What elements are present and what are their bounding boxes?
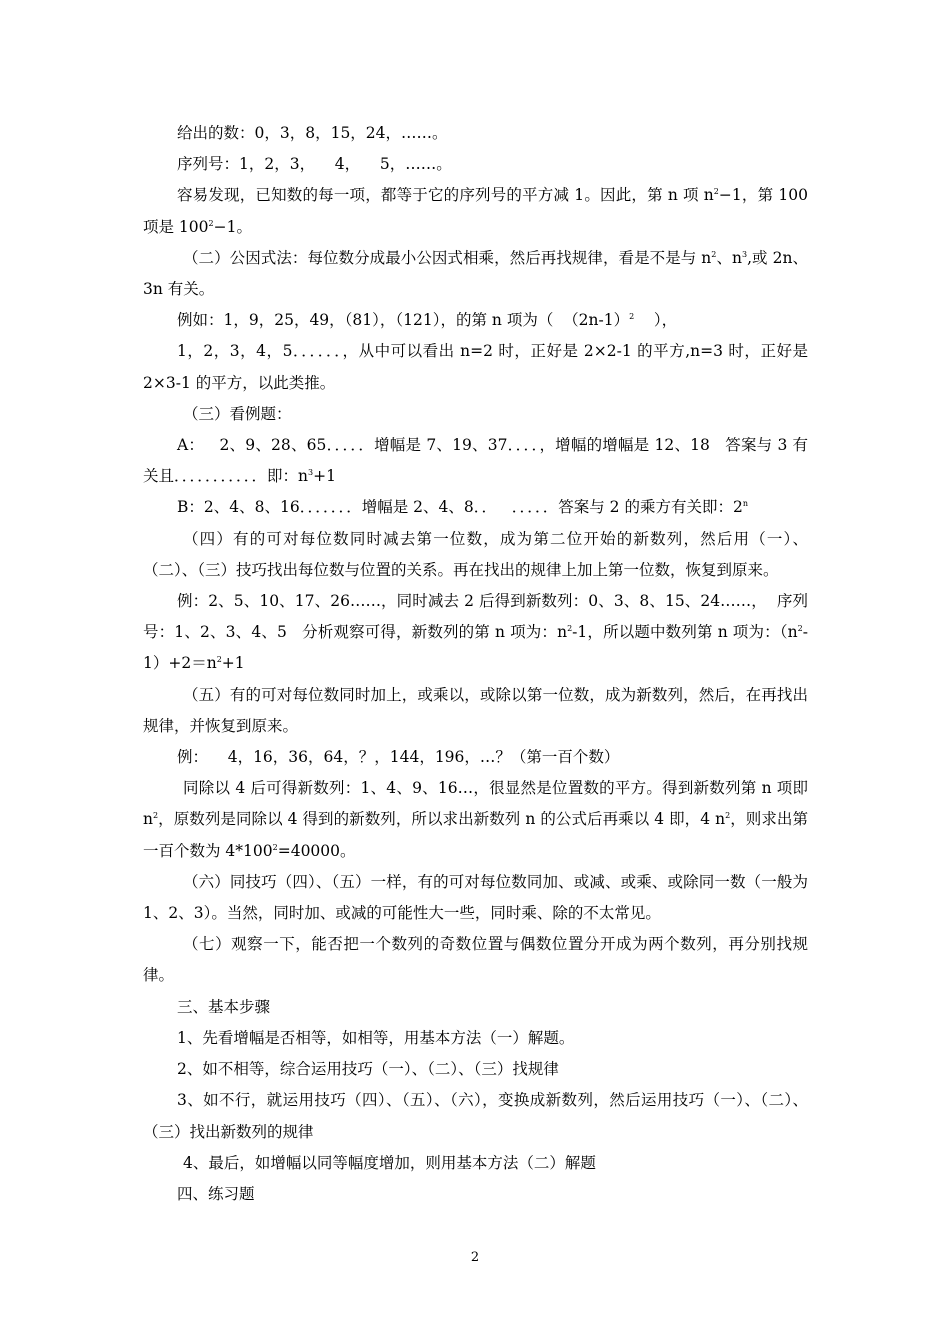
text-segment: 序列号：1，2，3， 4， 5，……。 bbox=[177, 155, 452, 174]
superscript: 3 bbox=[741, 249, 748, 259]
example-four-paragraph bbox=[143, 586, 808, 680]
method-five-paragraph bbox=[143, 680, 808, 742]
example-a-paragraph bbox=[143, 430, 808, 492]
superscript: 2 bbox=[567, 624, 573, 634]
text-segment: ，原数列是同除以 4 得到的新数列，所以求出新数列 n 的公式后再乘以 4 即，4 n bbox=[158, 810, 726, 829]
example-five-explanation bbox=[143, 773, 808, 867]
text-segment: ，则求出第一百个数为 4*100 bbox=[143, 810, 808, 860]
easy-discovery-paragraph bbox=[143, 180, 808, 242]
superscript: 2 bbox=[272, 842, 278, 852]
text-segment: +1 bbox=[313, 467, 336, 486]
text-segment: （四）有的可对每位数同时减去第一位数，成为第二位开始的新数列，然后用（一）、（二）、（三）技巧找出每位数与位置的关系。再在找出的规律上加上第一位数，恢复到原来。 bbox=[143, 529, 808, 579]
section-four-heading bbox=[143, 1179, 808, 1210]
text-segment: −1，第 100 项是 100 bbox=[143, 186, 808, 236]
superscript: 2 bbox=[797, 624, 803, 634]
method-four-paragraph bbox=[143, 524, 808, 586]
example-one-continuation bbox=[143, 336, 808, 398]
text-segment: （三）看例题： bbox=[183, 404, 292, 423]
example-five-line bbox=[143, 742, 808, 773]
superscript: 2 bbox=[152, 811, 159, 821]
text-segment: 同除以 4 后可得新数列：1、4、9、16…，很显然是位置数的平方。得到新数列第 n 项即 n bbox=[143, 779, 808, 829]
sequence-numbers-line bbox=[143, 149, 808, 180]
text-segment: 、n bbox=[716, 248, 742, 267]
given-numbers-line bbox=[143, 118, 808, 149]
text-segment: 2、如不相等，综合运用技巧（一）、（二）、（三）找规律 bbox=[177, 1060, 559, 1079]
step-one-line bbox=[143, 1023, 808, 1054]
method-two-paragraph bbox=[143, 243, 808, 305]
step-two-line bbox=[143, 1054, 808, 1085]
text-segment: 例： 4，16，36，64，？，144，196，…？（第一百个数） bbox=[177, 748, 620, 767]
example-b-line bbox=[143, 492, 808, 523]
text-segment: =40000。 bbox=[277, 841, 356, 860]
text-segment: （二）公因式法：每位数分成最小公因式相乘，然后再找规律，看是不是与 n bbox=[183, 248, 712, 267]
text-segment: −1。 bbox=[213, 217, 252, 236]
text-segment: ）， bbox=[634, 311, 678, 330]
method-seven-paragraph bbox=[143, 929, 808, 991]
superscript: 2 bbox=[725, 811, 731, 821]
text-segment: 例：2、5、10、17、26……，同时减去 2 后得到新数列：0、3、8、15、24……， 序列号：1、2、3、4、5 分析观察可得，新数列的第 n 项为：n bbox=[143, 592, 808, 642]
step-four-line bbox=[143, 1148, 808, 1179]
step-three-paragraph bbox=[143, 1085, 808, 1147]
text-segment: B：2、4、8、16．．．．．．．增幅是 2、4、8．． ．．．．．答案与 2 的乘方有关即：2 bbox=[177, 498, 743, 517]
superscript: 3 bbox=[307, 468, 314, 478]
text-segment: 3、如不行，就运用技巧（四）、（五）、（六），变换成新数列，然后运用技巧（一）、（二）、（三）找出新数列的规律 bbox=[143, 1091, 808, 1141]
text-segment: （五）有的可对每位数同时加上，或乘以，或除以第一位数，成为新数列，然后，在再找出规律，并恢复到原来。 bbox=[143, 685, 808, 735]
superscript: 2 bbox=[629, 312, 635, 322]
text-segment: 给出的数：0，3，8，15，24，……。 bbox=[177, 124, 448, 142]
example-one-line bbox=[143, 305, 808, 336]
text-segment: -1）+2＝n bbox=[143, 623, 808, 673]
text-segment: 4、最后，如增幅以同等幅度增加，则用基本方法（二）解题 bbox=[183, 1153, 596, 1172]
superscript: 2 bbox=[216, 655, 222, 665]
superscript: 2 bbox=[711, 249, 717, 259]
text-segment: A： 2、9、28、65．．．．．增幅是 7、19、37．．．．，增幅的增幅是 12、18 答案与 3 有关且．．．．．．．．．．．即：n bbox=[143, 436, 808, 486]
text-segment: 四、练习题 bbox=[177, 1184, 255, 1203]
text-segment: -1，所以题中数列第 n 项为：（n bbox=[572, 623, 798, 642]
text-segment: 容易发现，已知数的每一项，都等于它的序列号的平方减 1。因此，第 n 项 n bbox=[177, 186, 714, 205]
document-body bbox=[143, 118, 808, 1210]
superscript: 2 bbox=[208, 218, 214, 228]
text-segment: +1 bbox=[221, 654, 245, 673]
text-segment: ,或 2n、3n 有关。 bbox=[143, 248, 808, 299]
text-segment: （七）观察一下，能否把一个数列的奇数位置与偶数位置分开成为两个数列，再分别找规律。 bbox=[143, 935, 808, 985]
text-segment: 1、先看增幅是否相等，如相等，用基本方法（一）解题。 bbox=[177, 1028, 575, 1047]
text-segment: （六）同技巧（四）、（五）一样，有的可对每位数同加、或减、或乘、或除同一数（一般为 1、2、3）。当然，同时加、或减的可能性大一些，同时乘、除的不太常见。 bbox=[143, 872, 808, 923]
method-six-paragraph bbox=[143, 867, 808, 929]
text-segment: 三、基本步骤 bbox=[177, 997, 271, 1016]
superscript: 2 bbox=[713, 187, 719, 197]
page-number: 2 bbox=[470, 1250, 480, 1265]
text-segment: 1，2，3，4，5．．．．．．，从中可以看出 n=2 时，正好是 2×2-1 的平方,n=3 时，正好是 2×3-1 的平方，以此类推。 bbox=[143, 342, 808, 392]
superscript: n bbox=[742, 499, 748, 509]
text-segment: 例如：1，9，25，49，（81），（121），的第 n 项为（ （2n-1） bbox=[177, 311, 630, 330]
section-three-heading bbox=[143, 992, 808, 1023]
method-three-heading bbox=[143, 399, 808, 430]
